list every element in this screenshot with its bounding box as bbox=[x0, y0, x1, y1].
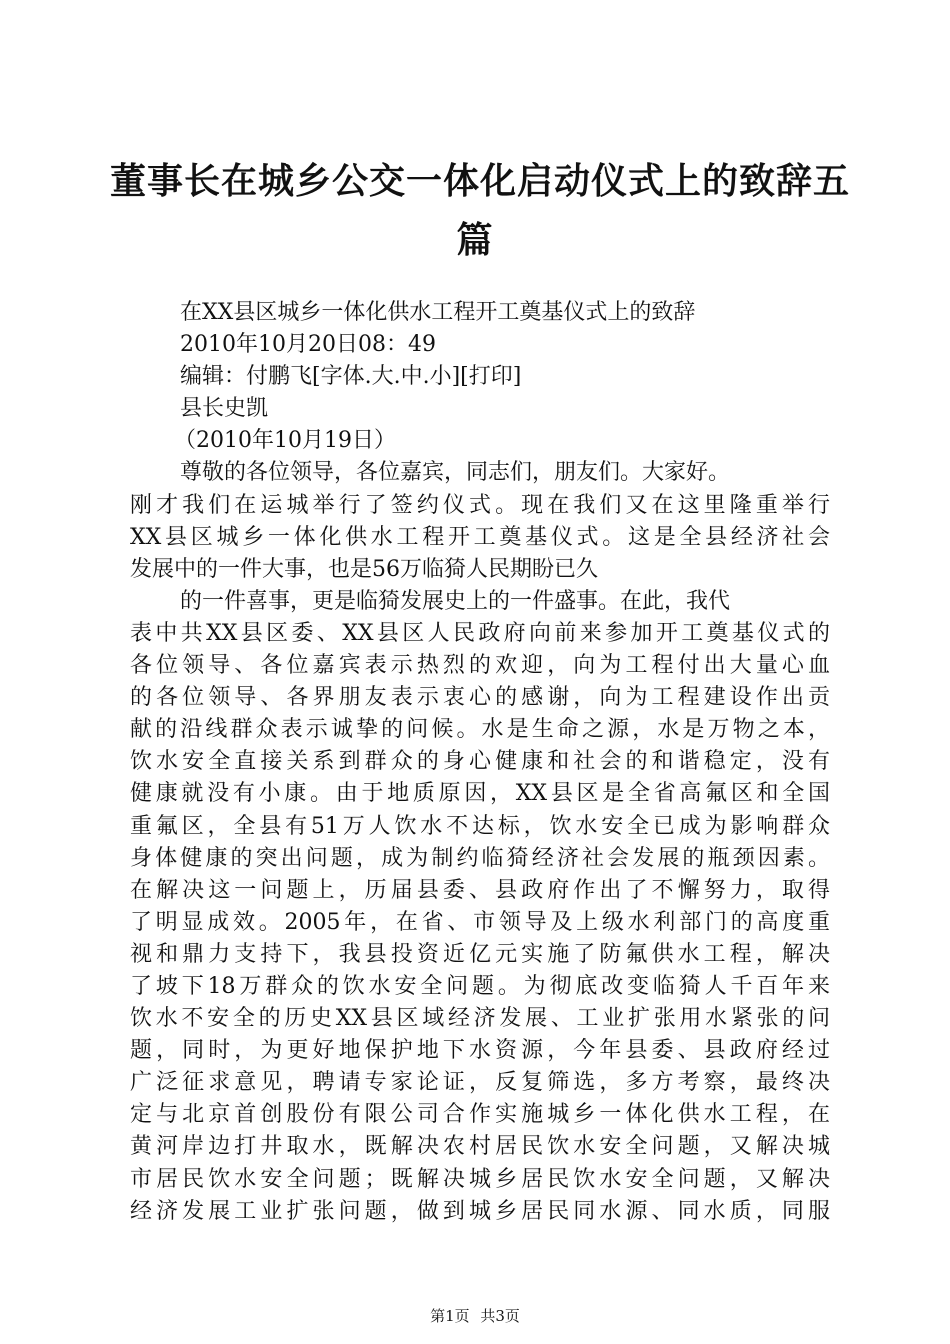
paragraph-line: 身体健康的突出问题，成为制约临猗经济社会发展的瓶颈因素。 bbox=[130, 845, 830, 871]
paragraph-line: 发展中的一件大事，也是56万临猗人民期盼已久 bbox=[130, 556, 598, 582]
page-footer bbox=[0, 1305, 950, 1326]
speaker-name: 县长史凯 bbox=[180, 396, 269, 422]
paragraph-line: 了坡下18万群众的饮水安全问题。为彻底改变临猗人千百年来 bbox=[130, 973, 830, 999]
speech-date: （2010年10月19日） bbox=[174, 428, 396, 454]
paragraph-line: 重氟区，全县有51万人饮水不达标，饮水安全已成为影响群众 bbox=[130, 813, 830, 839]
paragraph-line: 市居民饮水安全问题；既解决城乡居民饮水安全问题，又解决 bbox=[130, 1166, 830, 1192]
document-body bbox=[130, 297, 830, 1228]
paragraph-line: 视和鼎力支持下，我县投资近亿元实施了防氟供水工程，解决 bbox=[130, 941, 830, 967]
paragraph-line: 的各位领导、各界朋友表示衷心的感谢，向为工程建设作出贡 bbox=[130, 685, 830, 711]
paragraph-line: 健康就没有小康。由于地质原因，XX县区是全省高氟区和全国 bbox=[130, 781, 830, 807]
page-number: 第1页 bbox=[430, 1307, 470, 1325]
paragraph-line: 尊敬的各位领导，各位嘉宾，同志们，朋友们。大家好。 bbox=[180, 460, 731, 486]
publish-datetime: 2010年10月20日08：49 bbox=[180, 332, 436, 358]
paragraph-line: XX县区城乡一体化供水工程开工奠基仪式。这是全县经济社会 bbox=[130, 524, 830, 550]
paragraph-line: 了明显成效。2005年，在省、市领导及上级水利部门的高度重 bbox=[130, 909, 830, 935]
document-title-line-2: 篇 bbox=[456, 219, 494, 261]
paragraph-line: 饮水安全直接关系到群众的身心健康和社会的和谐稳定，没有 bbox=[130, 749, 830, 775]
paragraph-line: 经济发展工业扩张问题，做到城乡居民同水源、同水质，同服 bbox=[130, 1198, 830, 1224]
paragraph-line: 的一件喜事，更是临猗发展史上的一件盛事。在此，我代 bbox=[180, 588, 731, 614]
speech-heading: 在XX县区城乡一体化供水工程开工奠基仪式上的致辞 bbox=[180, 300, 696, 325]
paragraph-line: 各位领导、各位嘉宾表示热烈的欢迎，向为工程付出大量心血 bbox=[130, 653, 830, 679]
paragraph-line: 黄河岸边打井取水，既解决农村居民饮水安全问题，又解决城 bbox=[130, 1134, 830, 1160]
paragraph-line: 在解决这一问题上，历届县委、县政府作出了不懈努力，取得 bbox=[130, 877, 830, 903]
paragraph-line: 饮水不安全的历史XX县区域经济发展、工业扩张用水紧张的问 bbox=[130, 1006, 830, 1032]
editor-line: 编辑：付鹏飞[字体.大.中.小][打印] bbox=[180, 364, 522, 390]
paragraph-line: 表中共XX县区委、XX县区人民政府向前来参加开工奠基仪式的 bbox=[130, 620, 830, 646]
paragraph-line: 献的沿线群众表示诚挚的问候。水是生命之源，水是万物之本， bbox=[130, 717, 830, 743]
page-total: 共3页 bbox=[480, 1307, 520, 1325]
paragraph-line: 广泛征求意见，聘请专家论证，反复筛选，多方考察，最终决 bbox=[130, 1070, 830, 1096]
paragraph-line: 定与北京首创股份有限公司合作实施城乡一体化供水工程，在 bbox=[130, 1102, 830, 1128]
paragraph-line: 刚才我们在运城举行了签约仪式。现在我们又在这里隆重举行 bbox=[130, 492, 830, 518]
document-title-line-1: 董事长在城乡公交一体化启动仪式上的致辞五 bbox=[110, 160, 851, 202]
paragraph-line: 题，同时，为更好地保护地下水资源，今年县委、县政府经过 bbox=[130, 1038, 830, 1064]
